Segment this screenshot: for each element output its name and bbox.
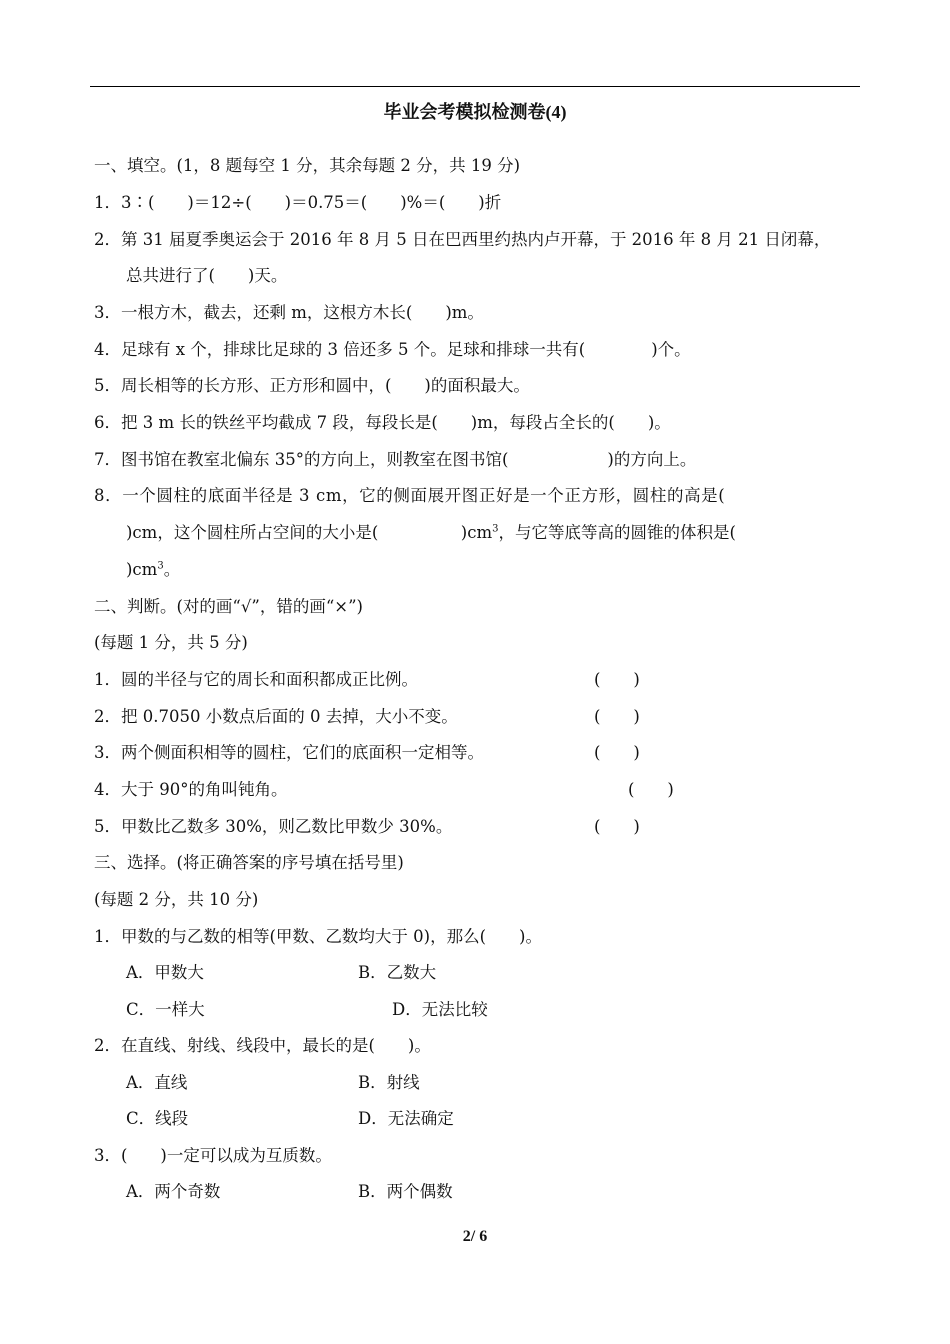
fill-q5: 5．周长相等的长方形、正方形和圆中，( )的面积最大。 — [94, 376, 530, 395]
choice-q2-option-d: D．无法确定 — [358, 1109, 454, 1128]
choice-q1-stem: 1．甲数的与乙数的相等(甲数、乙数均大于 0)，那么( )。 — [94, 927, 542, 946]
fill-q8-line3-end: 。 — [163, 560, 181, 579]
fill-q7: 7．图书馆在教室北偏东 35°的方向上，则教室在图书馆( )的方向上。 — [94, 450, 697, 469]
judge-answer-paren: ( ) — [594, 707, 640, 726]
page-number: 2/ 6 — [462, 1228, 488, 1245]
judge-item-text: 2．把 0.7050 小数点后面的 0 去掉，大小不变。 — [94, 707, 458, 726]
section2-heading: 二、判断。(对的画“√”，错的画“×”) — [94, 597, 363, 616]
cube-superscript: 3 — [492, 523, 499, 535]
fill-q1: 1．3∶( )＝12÷( )＝0.75＝( )%＝( )折 — [94, 193, 502, 212]
choice-q1-option-a: A．甲数大 — [126, 963, 204, 982]
page-title: 毕业会考模拟检测卷(4) — [383, 102, 567, 122]
fill-q4: 4．足球有 x 个，排球比足球的 3 倍还多 5 个。足球和排球一共有( )个。 — [94, 340, 691, 359]
fill-q2-line2: 总共进行了( )天。 — [126, 266, 288, 285]
cube-superscript: 3 — [157, 560, 164, 572]
choice-q3-stem: 3．( )一定可以成为互质数。 — [94, 1146, 332, 1165]
fill-q8-line3 — [126, 559, 180, 581]
judge-item-text: 4．大于 90°的角叫钝角。 — [94, 780, 288, 799]
judge-answer-paren: ( ) — [594, 670, 640, 689]
fill-q6: 6．把 3 m 长的铁丝平均截成 7 段，每段长是( )m，每段占全长的( )。 — [94, 413, 671, 432]
fill-q8-line2-part2: ，与它等底等高的圆锥的体积是( — [498, 523, 736, 542]
judge-answer-paren: ( ) — [594, 743, 640, 762]
choice-q2-option-a: A．直线 — [126, 1073, 188, 1092]
choice-q2-option-b: B．射线 — [358, 1073, 420, 1092]
section1-heading: 一、填空。(1，8 题每空 1 分，其余每题 2 分，共 19 分) — [94, 156, 521, 175]
fill-q3: 3．一根方木，截去，还剩 m，这根方木长( )m。 — [94, 303, 484, 322]
section3-subheading: (每题 2 分，共 10 分) — [94, 890, 259, 909]
choice-q1-option-b: B．乙数大 — [358, 963, 437, 982]
fill-q8-line2-part1: )cm，这个圆柱所占空间的大小是( )cm — [126, 523, 493, 542]
choice-q1-option-d: D．无法比较 — [392, 1000, 488, 1019]
fill-q2-line1: 2．第 31 届夏季奥运会于 2016 年 8 月 5 日在巴西里约热内卢开幕，于 2016 年 8 月 21 日闭幕， — [94, 230, 831, 249]
choice-q2-stem: 2．在直线、射线、线段中，最长的是( )。 — [94, 1036, 431, 1055]
section2-subheading: (每题 1 分，共 5 分) — [94, 633, 248, 652]
choice-q1-option-c: C．一样大 — [126, 1000, 205, 1019]
judge-item-text: 1．圆的半径与它的周长和面积都成正比例。 — [94, 670, 418, 689]
judge-answer-paren: ( ) — [594, 817, 640, 836]
fill-q8-line3-part1: )cm — [126, 560, 158, 579]
judge-answer-paren: ( ) — [628, 780, 674, 799]
section3-heading: 三、选择。(将正确答案的序号填在括号里) — [94, 853, 404, 872]
fill-q8-line1: 8．一个圆柱的底面半径是 3 cm，它的侧面展开图正好是一个正方形，圆柱的高是( — [94, 486, 726, 505]
judge-item-text: 3．两个侧面积相等的圆柱，它们的底面积一定相等。 — [94, 743, 484, 762]
choice-q3-option-b: B．两个偶数 — [358, 1182, 453, 1201]
judge-item-text: 5．甲数比乙数多 30%，则乙数比甲数少 30%。 — [94, 817, 453, 836]
choice-q2-option-c: C．线段 — [126, 1109, 189, 1128]
choice-q3-option-a: A．两个奇数 — [126, 1182, 221, 1201]
fill-q8-line2 — [126, 522, 736, 544]
header-rule — [90, 86, 860, 87]
